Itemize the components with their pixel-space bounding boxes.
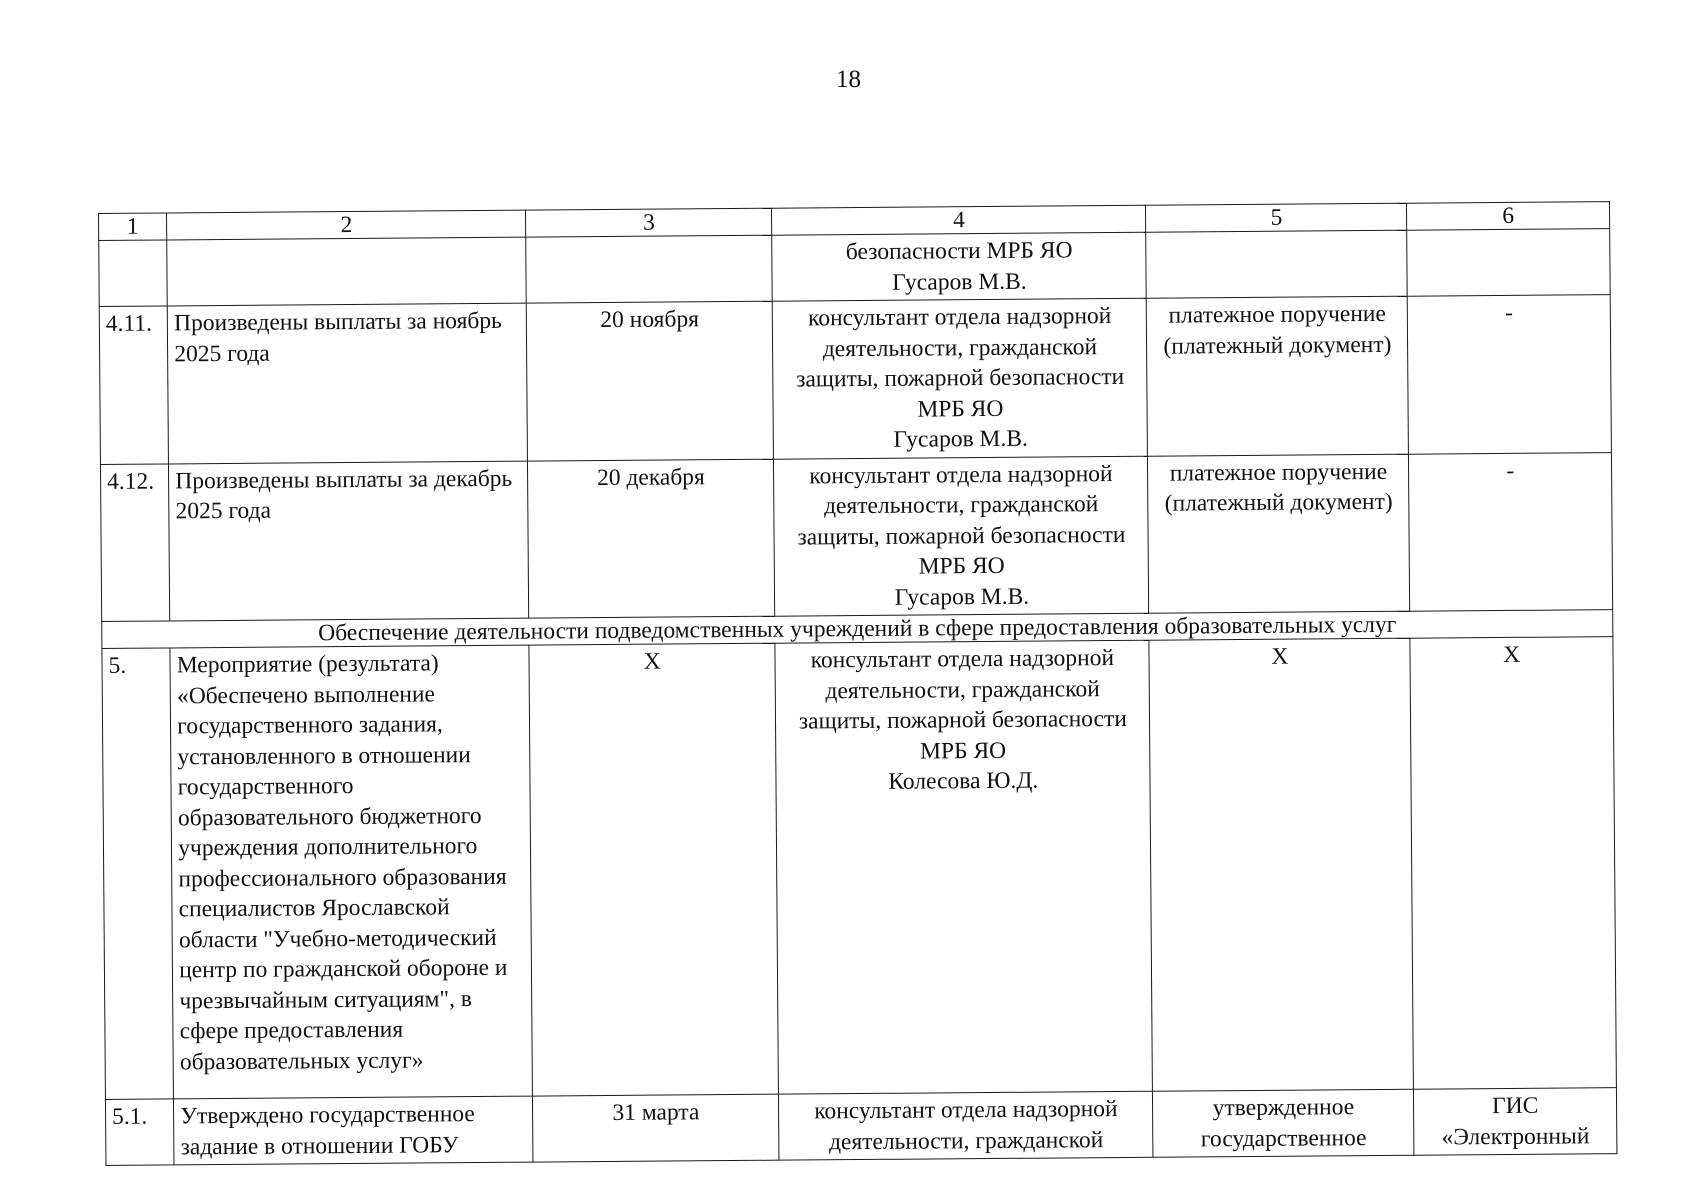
cell-system: - xyxy=(1408,295,1612,454)
section-title: Обеспечение деятельности подведомственных учреждений в сфере предоставления образовательных услуг xyxy=(102,610,1613,649)
table-row xyxy=(105,1088,1616,1166)
cell-result xyxy=(1146,230,1407,298)
column-header: 4 xyxy=(772,205,1146,235)
cell-number xyxy=(99,240,168,307)
cell-responsible: консультант отдела надзорной деятельности, гражданской защиты, пожарной безопасности МРБ ЯО Гусаров М.В. xyxy=(772,298,1147,458)
cell-responsible: безопасности МРБ ЯО Гусаров М.В. xyxy=(772,232,1147,301)
cell-name: Произведены выплаты за ноябрь 2025 года xyxy=(167,303,527,463)
cell-system xyxy=(1407,229,1610,297)
cell-date: X xyxy=(529,643,778,1096)
cell-system: - xyxy=(1409,452,1613,611)
column-header: 6 xyxy=(1407,202,1610,231)
cell-number: 5.1. xyxy=(105,1099,174,1166)
cell-name xyxy=(167,237,527,306)
cell-result: X xyxy=(1149,638,1413,1091)
cell-name: Утверждено государственное задание в отношении ГОБУ xyxy=(174,1096,534,1165)
cell-date xyxy=(526,235,772,303)
cell-result: утвержденное государственное xyxy=(1153,1089,1414,1157)
cell-responsible: консультант отдела надзорной деятельности, гражданской защиты, пожарной безопасности МРБ ЯО Колесова Ю.Д. xyxy=(775,640,1153,1094)
page-number: 18 xyxy=(836,66,861,93)
column-header: 1 xyxy=(99,213,167,241)
table-row xyxy=(99,295,1611,464)
cell-name: Мероприятие (результата) «Обеспечено выполнение государственного задания, установленного в отношении государственного образовательного бюджетного учреждения дополнительного профессионального образования специалистов Ярославской области "Учебно-методический центр по гражданской обороне и чрезвычайным ситуациям", в сфере предоставления образовательных услуг» xyxy=(170,645,533,1099)
cell-number: 5. xyxy=(102,648,174,1100)
cell-name: Произведены выплаты за декабрь 2025 года xyxy=(169,461,529,621)
activities-table xyxy=(98,201,1617,1166)
column-header: 2 xyxy=(167,210,526,240)
cell-date: 20 декабря xyxy=(528,459,775,618)
cell-result: платежное поручение (платежный документ) xyxy=(1148,454,1410,614)
cell-responsible: консультант отдела надзорной деятельности, гражданской xyxy=(779,1091,1154,1160)
cell-number: 4.12. xyxy=(100,463,169,621)
column-header: 3 xyxy=(526,208,772,237)
table-row xyxy=(102,637,1616,1100)
cell-system: ГИС «Электронный xyxy=(1414,1088,1617,1156)
cell-date: 31 марта xyxy=(533,1094,779,1162)
cell-date: 20 ноября xyxy=(527,301,774,460)
cell-result: платежное поручение (платежный документ) xyxy=(1147,296,1409,456)
cell-number: 4.11. xyxy=(99,306,168,464)
cell-responsible: консультант отдела надзорной деятельности, гражданской защиты, пожарной безопасности МРБ ЯО Гусаров М.В. xyxy=(774,456,1149,616)
table-row xyxy=(99,229,1610,307)
column-header: 5 xyxy=(1146,203,1407,232)
table-row xyxy=(100,452,1612,621)
cell-system: X xyxy=(1410,637,1616,1090)
